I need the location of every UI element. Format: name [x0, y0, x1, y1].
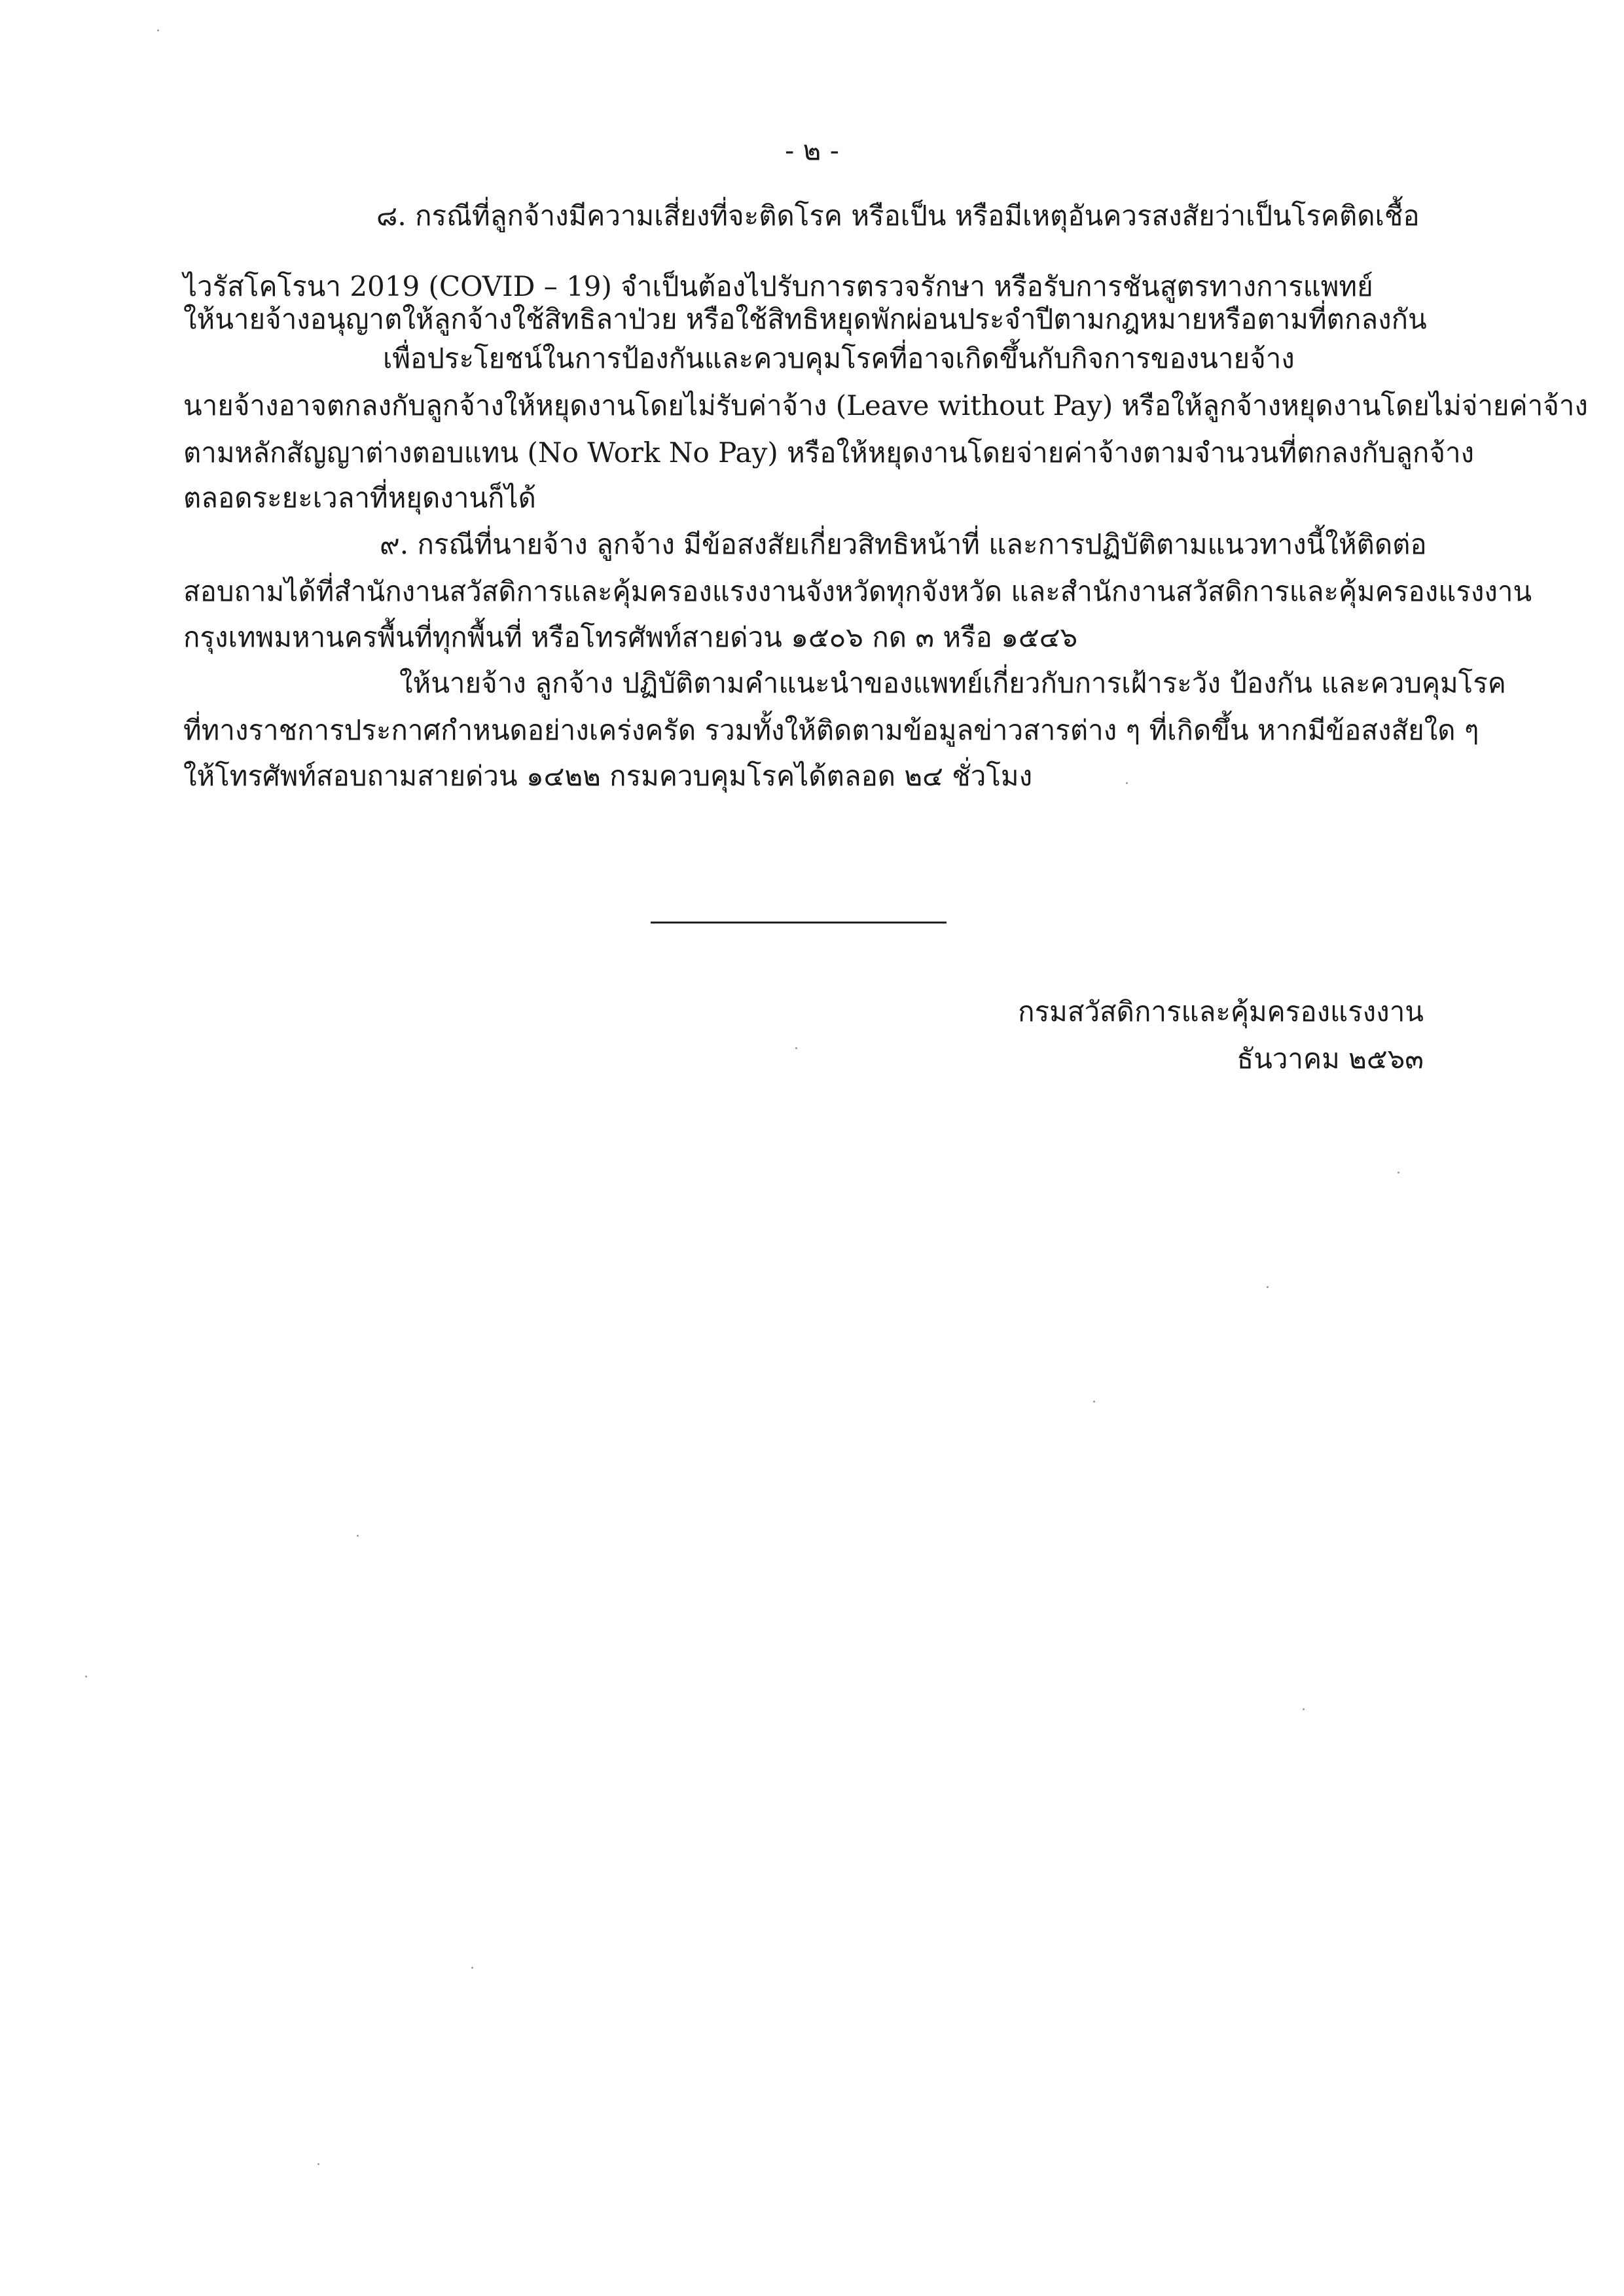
closing-line-3: ให้โทรศัพท์สอบถามสายด่วน ๑๔๒๒ กรมควบคุมโรคได้ตลอด ๒๔ ชั่วโมง	[183, 760, 1033, 792]
page-number: - ๒ -	[785, 134, 839, 166]
scan-speck	[157, 29, 159, 31]
item-8-line-5: นายจ้างอาจตกลงกับลูกจ้างให้หยุดงานโดยไม่รับค่าจ้าง (Leave without Pay) หรือให้ลูกจ้างหยุดงานโดยไม่จ่ายค่าจ้าง	[183, 389, 1588, 422]
item-8-line-4: เพื่อประโยชน์ในการป้องกันและควบคุมโรคที่อาจเกิดขึ้นกับกิจการของนายจ้าง	[383, 342, 1295, 374]
scan-speck	[471, 1967, 473, 1969]
scan-speck	[317, 2163, 319, 2165]
scan-speck	[795, 1047, 797, 1049]
item-9-line-3: กรุงเทพมหานครพื้นที่ทุกพื้นที่ หรือโทรศัพท์สายด่วน ๑๕๐๖ กด ๓ หรือ ๑๕๔๖	[183, 621, 1078, 653]
item-8-line-2: ไวรัสโคโรนา 2019 (COVID – 19) จำเป็นต้องไปรับการตรวจรักษา หรือรับการชันสูตรทางการแพทย์	[183, 270, 1373, 302]
scan-speck	[85, 1676, 87, 1677]
scan-speck	[1093, 1401, 1095, 1403]
scan-speck	[1303, 1708, 1305, 1710]
scan-speck	[1398, 1172, 1399, 1174]
scan-speck	[357, 1535, 359, 1537]
item-9-line-1: ๙. กรณีที่นายจ้าง ลูกจ้าง มีข้อสงสัยเกี่ยวสิทธิหน้าที่ และการปฏิบัติตามแนวทางนี้ให้ติดต่อ	[380, 528, 1427, 560]
item-8-line-3: ให้นายจ้างอนุญาตให้ลูกจ้างใช้สิทธิลาป่วย หรือใช้สิทธิหยุดพักผ่อนประจำปีตามกฎหมายหรือตามที่ตกลงกัน	[183, 303, 1427, 335]
item-8-line-6: ตามหลักสัญญาต่างตอบแทน (No Work No Pay) หรือให้หยุดงานโดยจ่ายค่าจ้างตามจำนวนที่ตกลงกับลูกจ้าง	[183, 437, 1475, 469]
item-8-line-1: ๘. กรณีที่ลูกจ้างมีความเสี่ยงที่จะติดโรค หรือเป็น หรือมีเหตุอันควรสงสัยว่าเป็นโรคติดเชื้อ	[376, 200, 1420, 232]
signature-date: ธันวาคม ๒๕๖๓	[1236, 1043, 1424, 1075]
closing-line-2: ที่ทางราชการประกาศกำหนดอย่างเคร่งครัด รวมทั้งให้ติดตามข้อมูลข่าวสารต่าง ๆ ที่เกิดขึ้น หากมีข้อสงสัยใด ๆ	[183, 714, 1479, 746]
separator-line	[651, 922, 947, 924]
closing-line-1: ให้นายจ้าง ลูกจ้าง ปฏิบัติตามคำแนะนำของแพทย์เกี่ยวกับการเฝ้าระวัง ป้องกัน และควบคุมโรค	[399, 667, 1506, 699]
scan-speck	[1267, 1286, 1269, 1288]
signature-department: กรมสวัสดิการและคุ้มครองแรงงาน	[1018, 996, 1424, 1028]
item-8-line-7: ตลอดระยะเวลาที่หยุดงานก็ได้	[183, 482, 536, 514]
scan-speck	[1126, 782, 1128, 784]
item-9-line-2: สอบถามได้ที่สำนักงานสวัสดิการและคุ้มครองแรงงานจังหวัดทุกจังหวัด และสำนักงานสวัสดิการและคุ้มครองแรงงาน	[183, 575, 1532, 607]
